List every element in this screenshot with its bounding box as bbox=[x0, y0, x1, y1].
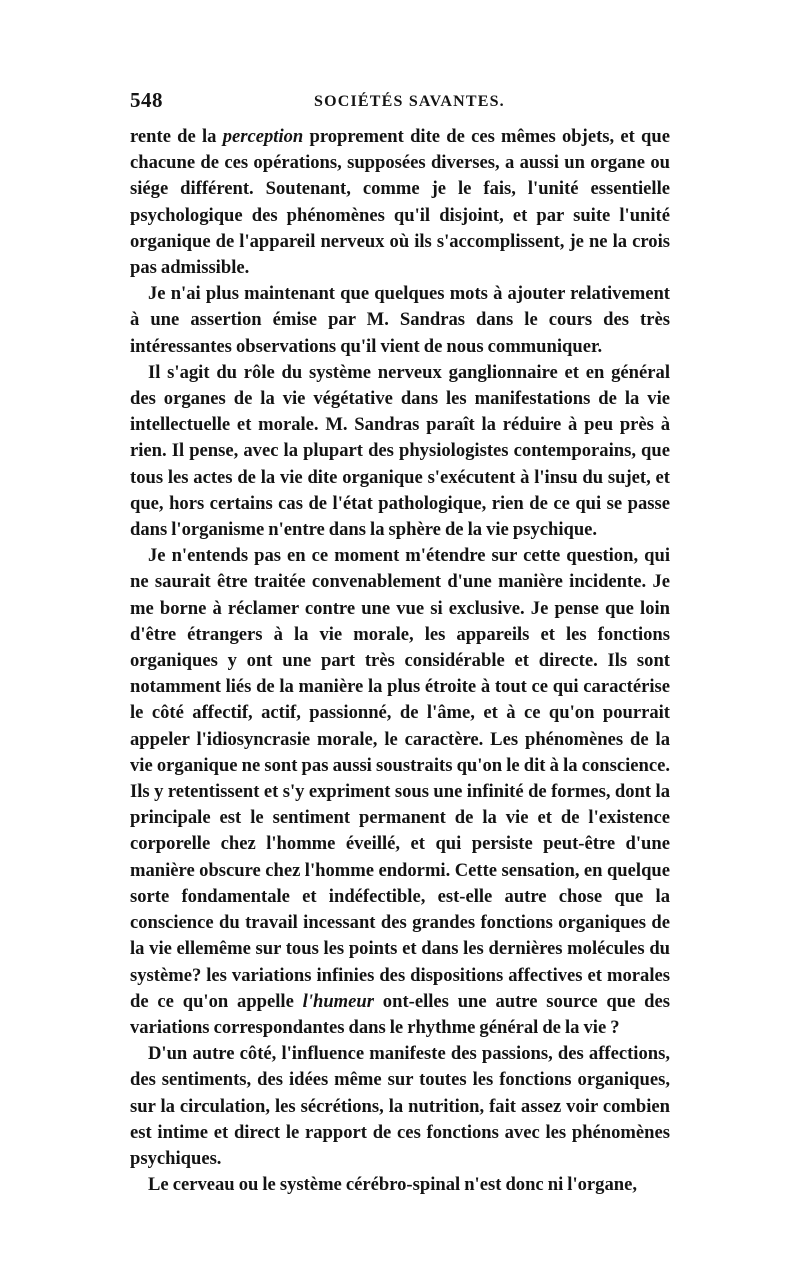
paragraph-1 bbox=[130, 124, 670, 281]
paragraph-6: Le cerveau ou le système cérébro-spinal n'est donc ni l'organe, bbox=[148, 1174, 637, 1196]
paragraph-4-text-start: Je n'entends pas en ce moment m'étendre sur cette question, qui ne saurait être traitée convenablement d'une manière incidente. Je me borne à réclamer contre une vue si exclusive. Je pense que loin d'être étrangers à la vie morale, les appareils et les fonctions organiques y ont une part très considérable et directe. Ils sont notamment liés de la manière la plus étroite à tout ce qui caractérise le côté affectif, actif, passionné, de l'âme, et à ce qu'on pourrait appeler l'idiosyncrasie morale, le caractère. Les phénomènes de la vie organique ne sont pas aussi soustraits qu'on le dit à la conscience. Ils y retentissent et s'y expriment sous une infinité de formes, dont la principale est le sentiment permanent de la vie et de l'existence corporelle chez l'homme éveillé, et qui persiste peut-être d'une manière obscure chez l'homme endormi. Cette sensation, en quelque sorte fondamentale et indéfectible, est-elle autre chose que la conscience du travail incessant des grandes fonctions organiques de la vie ellemême sur tous les points et dans les dernières molécules du système? les variations infinies des dispositions affectives et morales de ce qu'on appelle bbox=[130, 545, 670, 1012]
paragraph-3: Il s'agit du rôle du système nerveux ganglionnaire et en général des organes de la vie végétative dans les manifestations de la vie intellectuelle et morale. M. Sandras paraît la réduire à peu près à rien. Il pense, avec la plupart des physiologistes contemporains, que tous les actes de la vie dite organique s'exécutent à l'insu du sujet, et que, hors certains cas de l'état pathologique, rien de ce qui se passe dans l'organisme n'entre dans la sphère de la vie psychique. bbox=[130, 361, 670, 541]
paragraph-1-text-end: proprement dite de ces mêmes objets, et que chacune de ces opérations, supposées diverses, a aussi un organe ou siége différent. Soutenant, comme je le fais, l'unité essentielle psychologique des phénomènes qu'il disjoint, et par suite l'unité organique de l'appareil nerveux où ils s'accomplissent, je ne la crois pas admissible. bbox=[130, 126, 670, 279]
paragraph-1-text-start: rente de la bbox=[130, 126, 223, 147]
paragraph-4 bbox=[130, 543, 670, 1041]
italic-term-humeur: l'humeur bbox=[302, 990, 374, 1012]
paragraph-2: Je n'ai plus maintenant que quelques mots à ajouter relativement à une assertion émise par M. Sandras dans le cours des très intéressantes observations qu'il vient de nous communiquer. bbox=[130, 283, 670, 357]
running-head bbox=[130, 84, 670, 124]
book-page bbox=[130, 84, 670, 1198]
italic-term-perception: perception bbox=[222, 126, 304, 147]
paragraph-5: D'un autre côté, l'influence manifeste des passions, des affections, des sentiments, des idées même sur toutes les fonctions organiques, sur la circulation, les sécrétions, la nutrition, fait assez voir combien est intime et direct le rapport de ces fonctions avec les phénomènes psychiques. bbox=[130, 1043, 670, 1169]
paragraph-4-text-end: ont-elles une autre source que des variations correspondantes dans le rhythme général de la vie ? bbox=[130, 990, 670, 1038]
running-title: SOCIÉTÉS SAVANTES. bbox=[314, 93, 505, 110]
body-text bbox=[130, 124, 670, 1198]
page-number: 548 bbox=[130, 88, 163, 112]
